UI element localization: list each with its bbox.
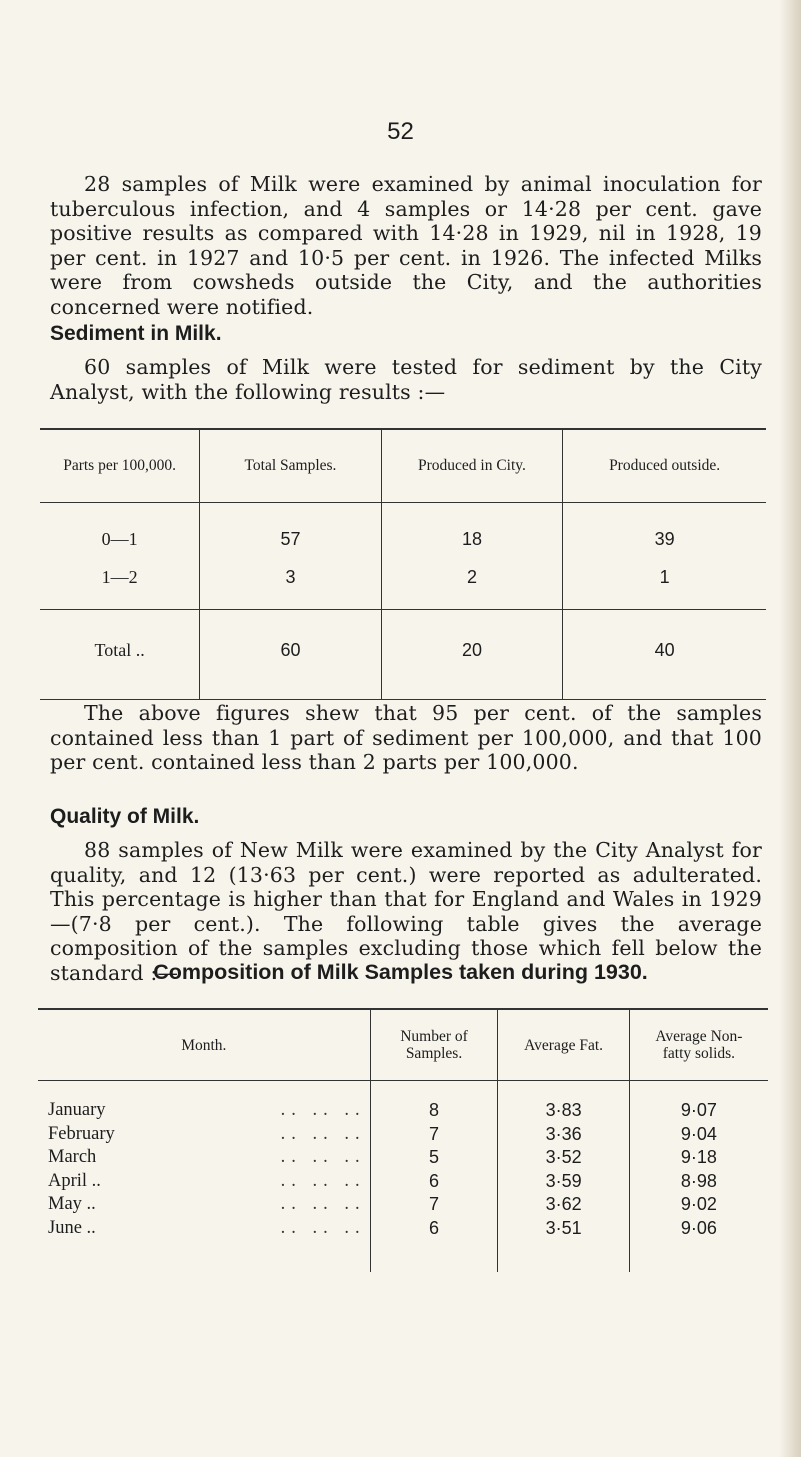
page-number: 52 — [387, 118, 414, 145]
cell-samples: 6 — [370, 1170, 498, 1194]
cell-parts: 0—1 — [101, 528, 138, 549]
table-row — [38, 1123, 768, 1147]
composition-header-row — [38, 1009, 768, 1081]
cell-solids: 9·04 — [629, 1123, 768, 1147]
cell-fat: 3·51 — [498, 1217, 629, 1273]
month-name: June .. — [48, 1217, 96, 1238]
month-name: March — [48, 1147, 97, 1168]
table-row — [38, 1170, 768, 1194]
cell-samples: 5 — [370, 1146, 498, 1170]
cell-samples: 7 — [370, 1193, 498, 1217]
cell-month — [38, 1146, 370, 1170]
cell-month — [38, 1193, 370, 1217]
leader-dots: .. .. .. — [280, 1147, 366, 1168]
cell-fat: 3·83 — [498, 1081, 629, 1123]
cell-month — [38, 1081, 370, 1123]
cell-fat: 3·59 — [498, 1170, 629, 1194]
page-edge-shadow — [779, 0, 801, 1457]
cell-fat: 3·52 — [498, 1146, 629, 1170]
header-parts: Parts per 100,000. — [40, 429, 200, 503]
sediment-intro: 60 samples of Milk were tested for sediment by the City Analyst, with the following results :— — [50, 355, 762, 404]
cell-samples: 7 — [370, 1123, 498, 1147]
table-row — [38, 1217, 768, 1273]
sediment-heading: Sediment in Milk. — [50, 322, 222, 345]
total-row — [40, 610, 766, 700]
sediment-table — [40, 428, 766, 700]
cell-solids: 9·07 — [629, 1081, 768, 1123]
cell-total-outside: 40 — [563, 610, 766, 700]
quality-paragraph: 88 samples of New Milk were examined by the City Analyst for quality, and 12 (13·63 per cent.) were reported as adulterated. This percentage is higher than that for England and Wales in 1929—(7·8 per cent.). The following table gives the average composition of the samples excluding those which fell below the standard :— — [50, 838, 762, 985]
month-name: May .. — [48, 1194, 96, 1215]
cell-total-label: Total .. — [40, 610, 200, 700]
cell-total: 3 — [200, 558, 382, 610]
month-name: January — [48, 1100, 106, 1121]
header-number-of-samples — [370, 1009, 498, 1081]
cell-month — [38, 1123, 370, 1147]
cell-samples: 6 — [370, 1217, 498, 1273]
cell-total-samples: 60 — [200, 610, 382, 700]
cell-total-city: 20 — [381, 610, 563, 700]
leader-dots: .. .. .. — [280, 1100, 366, 1121]
cell-outside: 1 — [563, 558, 766, 610]
month-name: April .. — [48, 1170, 101, 1191]
cell-solids: 9·02 — [629, 1193, 768, 1217]
sediment-header-row — [40, 429, 766, 503]
table-row — [38, 1193, 768, 1217]
header-average-non-fatty — [629, 1009, 768, 1081]
cell-fat: 3·36 — [498, 1123, 629, 1147]
tuberculosis-paragraph: 28 samples of Milk were examined by animal inoculation for tuberculous infection, and 4 samples or 14·28 per cent. gave positive results as compared with 14·28 in 1929, nil in 1928, 19 per cent. in 1927 and 10·5 per cent. in 1926. The infected Milks were from cowsheds outside the City, and the authorities concerned were notified. — [50, 172, 762, 319]
cell-city: 18 — [381, 503, 563, 559]
header-average-fat: Average Fat. — [498, 1009, 629, 1081]
header-month: Month. — [38, 1009, 370, 1081]
cell-month — [38, 1217, 370, 1273]
leader-dots: .. .. .. — [280, 1194, 366, 1215]
header-total-samples: Total Samples. — [200, 429, 382, 503]
month-name: February — [48, 1123, 115, 1144]
quality-heading: Quality of Milk. — [50, 805, 200, 828]
header-average-non-fatty-text: Average Non-fatty solids. — [655, 1028, 743, 1062]
sediment-conclusion: The above figures shew that 95 per cent. of the samples contained less than 1 part of sediment per 100,000, and that 100 per cent. contained less than 2 parts per 100,000. — [50, 701, 762, 774]
composition-heading: Composition of Milk Samples taken during 1930. — [153, 960, 648, 984]
table-row — [38, 1081, 768, 1123]
leader-dots: .. .. .. — [280, 1217, 366, 1238]
header-produced-outside: Produced outside. — [563, 429, 766, 503]
cell-solids: 9·06 — [629, 1217, 768, 1273]
cell-solids: 9·18 — [629, 1146, 768, 1170]
header-number-of-samples-text: Number of Samples. — [400, 1028, 468, 1062]
leader-dots: .. .. .. — [280, 1170, 366, 1191]
header-produced-city: Produced in City. — [381, 429, 563, 503]
cell-total: 57 — [200, 503, 382, 559]
table-row — [40, 503, 766, 559]
leader-dots: .. .. .. — [280, 1123, 366, 1144]
cell-outside: 39 — [563, 503, 766, 559]
cell-samples: 8 — [370, 1081, 498, 1123]
composition-table — [38, 1008, 768, 1272]
cell-city: 2 — [381, 558, 563, 610]
cell-fat: 3·62 — [498, 1193, 629, 1217]
table-row — [40, 558, 766, 610]
cell-parts: 1—2 — [101, 566, 138, 587]
cell-solids: 8·98 — [629, 1170, 768, 1194]
cell-month — [38, 1170, 370, 1194]
table-row — [38, 1146, 768, 1170]
